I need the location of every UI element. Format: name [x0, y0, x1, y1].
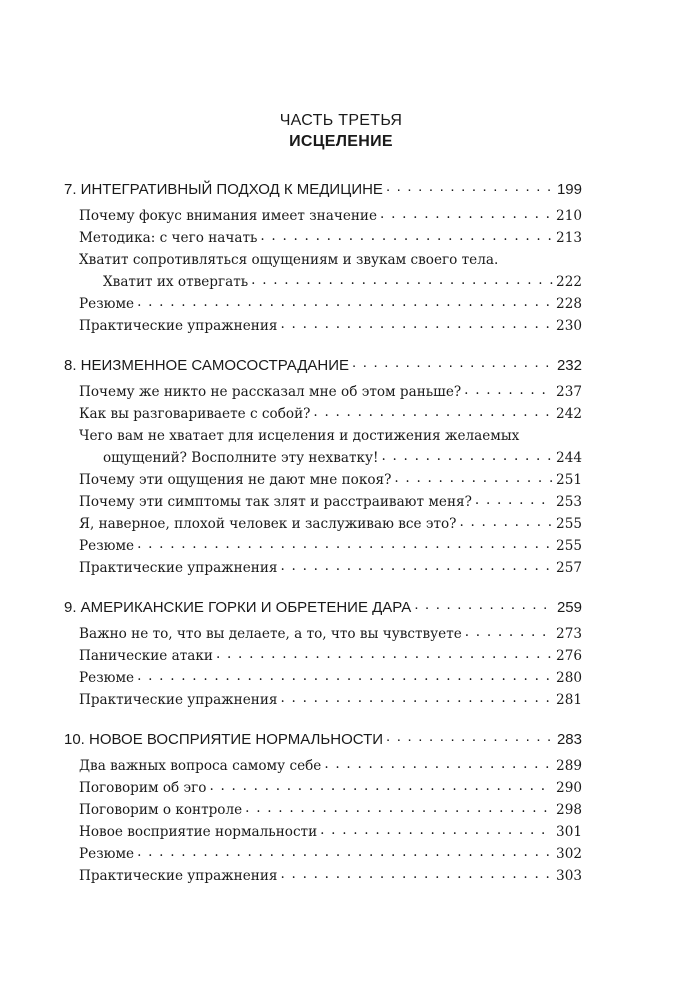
dot-leader: [216, 646, 553, 660]
entry-title-line1: Хватит сопротивляться ощущениям и звукам своего тела.: [79, 252, 499, 268]
toc-entry-first-line[interactable]: [64, 249, 582, 271]
entry-title: Я, наверное, плохой человек и заслуживаю все это?: [79, 516, 457, 532]
page-number: 289: [556, 758, 582, 774]
chapter-title: 10. НОВОЕ ВОСПРИЯТИЕ НОРМАЛЬНОСТИ: [64, 731, 384, 748]
dot-leader: [280, 690, 553, 704]
entry-title: Практические упражнения: [79, 868, 278, 884]
toc-entry[interactable]: [64, 865, 582, 887]
toc-entry[interactable]: [64, 843, 582, 865]
page-number: 302: [556, 846, 582, 862]
dot-leader: [459, 514, 553, 528]
entry-title: Почему эти ощущения не дают мне покоя?: [79, 472, 392, 488]
dot-leader: [381, 448, 553, 462]
toc-entry[interactable]: [64, 799, 582, 821]
page-number: 276: [556, 648, 582, 664]
dot-leader: [352, 355, 554, 370]
dot-leader: [137, 536, 553, 550]
entry-title: Практические упражнения: [79, 560, 278, 576]
chapter-title: 7. ИНТЕГРАТИВНЫЙ ПОДХОД К МЕДИЦИНЕ: [64, 181, 383, 198]
toc-entry-first-line[interactable]: [64, 425, 582, 447]
page-number: 237: [556, 384, 582, 400]
table-of-contents: [64, 178, 582, 904]
page-number: 290: [556, 780, 582, 796]
dot-leader: [280, 316, 553, 330]
entry-title: Хватит их отвергать: [103, 274, 249, 290]
chapter-title: 9. АМЕРИКАНСКИЕ ГОРКИ И ОБРЕТЕНИЕ ДАРА: [64, 599, 412, 616]
toc-entry[interactable]: [64, 293, 582, 315]
toc-entry[interactable]: [64, 491, 582, 513]
page-number: 222: [556, 274, 582, 290]
chapter-heading[interactable]: [64, 596, 582, 620]
toc-entry[interactable]: [64, 557, 582, 579]
dot-leader: [209, 778, 553, 792]
chapter-title: 8. НЕИЗМЕННОЕ САМОСОСТРАДАНИЕ: [64, 357, 349, 374]
toc-entry[interactable]: [64, 645, 582, 667]
dot-leader: [280, 866, 553, 880]
toc-entry[interactable]: [64, 381, 582, 403]
toc-entry[interactable]: [64, 205, 582, 227]
page-number: 301: [556, 824, 582, 840]
dot-leader: [464, 382, 553, 396]
entry-title-line1: Чего вам не хватает для исцеления и достижения желаемых: [79, 428, 520, 444]
dot-leader: [320, 822, 553, 836]
toc-entry[interactable]: [64, 271, 582, 293]
page-number: 253: [556, 494, 582, 510]
page-number: 199: [556, 181, 582, 198]
entry-title: Практические упражнения: [79, 318, 278, 334]
entry-title: Поговорим об эго: [79, 780, 207, 796]
entry-title: Резюме: [79, 846, 135, 862]
dot-leader: [386, 729, 554, 744]
dot-leader: [380, 206, 553, 220]
part-title: ИСЦЕЛЕНИЕ: [289, 133, 393, 150]
toc-entry[interactable]: [64, 403, 582, 425]
toc-entry[interactable]: [64, 447, 582, 469]
toc-entry[interactable]: [64, 469, 582, 491]
page-number: 230: [556, 318, 582, 334]
chapter-heading[interactable]: [64, 354, 582, 378]
page-number: 255: [556, 516, 582, 532]
part-label: ЧАСТЬ ТРЕТЬЯ: [279, 112, 403, 129]
page-number: 242: [556, 406, 582, 422]
entry-title: Панические атаки: [79, 648, 213, 664]
entry-title: Поговорим о контроле: [79, 802, 243, 818]
chapter-heading[interactable]: [64, 178, 582, 202]
chapter-9: [64, 596, 582, 711]
page-number: 257: [556, 560, 582, 576]
dot-leader: [475, 492, 553, 506]
entry-title: Практические упражнения: [79, 692, 278, 708]
entry-title: Новое восприятие нормальности: [79, 824, 318, 840]
entry-title: Важно не то, что вы делаете, а то, что вы чувствуете: [79, 626, 462, 642]
chapter-heading[interactable]: [64, 728, 582, 752]
page-number: 228: [556, 296, 582, 312]
entry-title: Почему же никто не рассказал мне об этом раньше?: [79, 384, 462, 400]
entry-title: Почему фокус внимания имеет значение: [79, 208, 378, 224]
toc-entry[interactable]: [64, 689, 582, 711]
page-number: 251: [556, 472, 582, 488]
toc-entry[interactable]: [64, 777, 582, 799]
chapter-7: [64, 178, 582, 337]
dot-leader: [386, 179, 554, 194]
page-number: 280: [556, 670, 582, 686]
toc-entry[interactable]: [64, 623, 582, 645]
chapter-8: [64, 354, 582, 579]
dot-leader: [414, 597, 554, 612]
dot-leader: [251, 272, 553, 286]
dot-leader: [137, 844, 553, 858]
entry-title: Почему эти симптомы так злят и расстраивают меня?: [79, 494, 472, 510]
toc-entry[interactable]: [64, 667, 582, 689]
dot-leader: [324, 756, 553, 770]
page-number: 259: [556, 599, 582, 616]
toc-entry[interactable]: [64, 755, 582, 777]
dot-leader: [137, 294, 553, 308]
page-number: 281: [556, 692, 582, 708]
dot-leader: [394, 470, 553, 484]
entry-title: Резюме: [79, 670, 135, 686]
toc-entry[interactable]: [64, 513, 582, 535]
toc-entry[interactable]: [64, 821, 582, 843]
toc-entry[interactable]: [64, 535, 582, 557]
page-number: 303: [556, 868, 582, 884]
entry-title: Как вы разговариваете с собой?: [79, 406, 311, 422]
dot-leader: [465, 624, 553, 638]
toc-entry[interactable]: [64, 315, 582, 337]
entry-title: Резюме: [79, 296, 135, 312]
page-number: 255: [556, 538, 582, 554]
entry-title: ощущений? Восполните эту нехватку!: [103, 450, 379, 466]
dot-leader: [260, 228, 553, 242]
entry-title: Два важных вопроса самому себе: [79, 758, 322, 774]
page-number: 210: [556, 208, 582, 224]
chapter-10: [64, 728, 582, 887]
page-number: 244: [556, 450, 582, 466]
page-number: 213: [556, 230, 582, 246]
page-number: 283: [556, 731, 582, 748]
page-number: 298: [556, 802, 582, 818]
entry-title: Методика: с чего начать: [79, 230, 258, 246]
dot-leader: [313, 404, 553, 418]
toc-entry[interactable]: [64, 227, 582, 249]
entry-title: Резюме: [79, 538, 135, 554]
page-number: 273: [556, 626, 582, 642]
dot-leader: [245, 800, 553, 814]
dot-leader: [137, 668, 553, 682]
dot-leader: [280, 558, 553, 572]
page-number: 232: [556, 357, 582, 374]
